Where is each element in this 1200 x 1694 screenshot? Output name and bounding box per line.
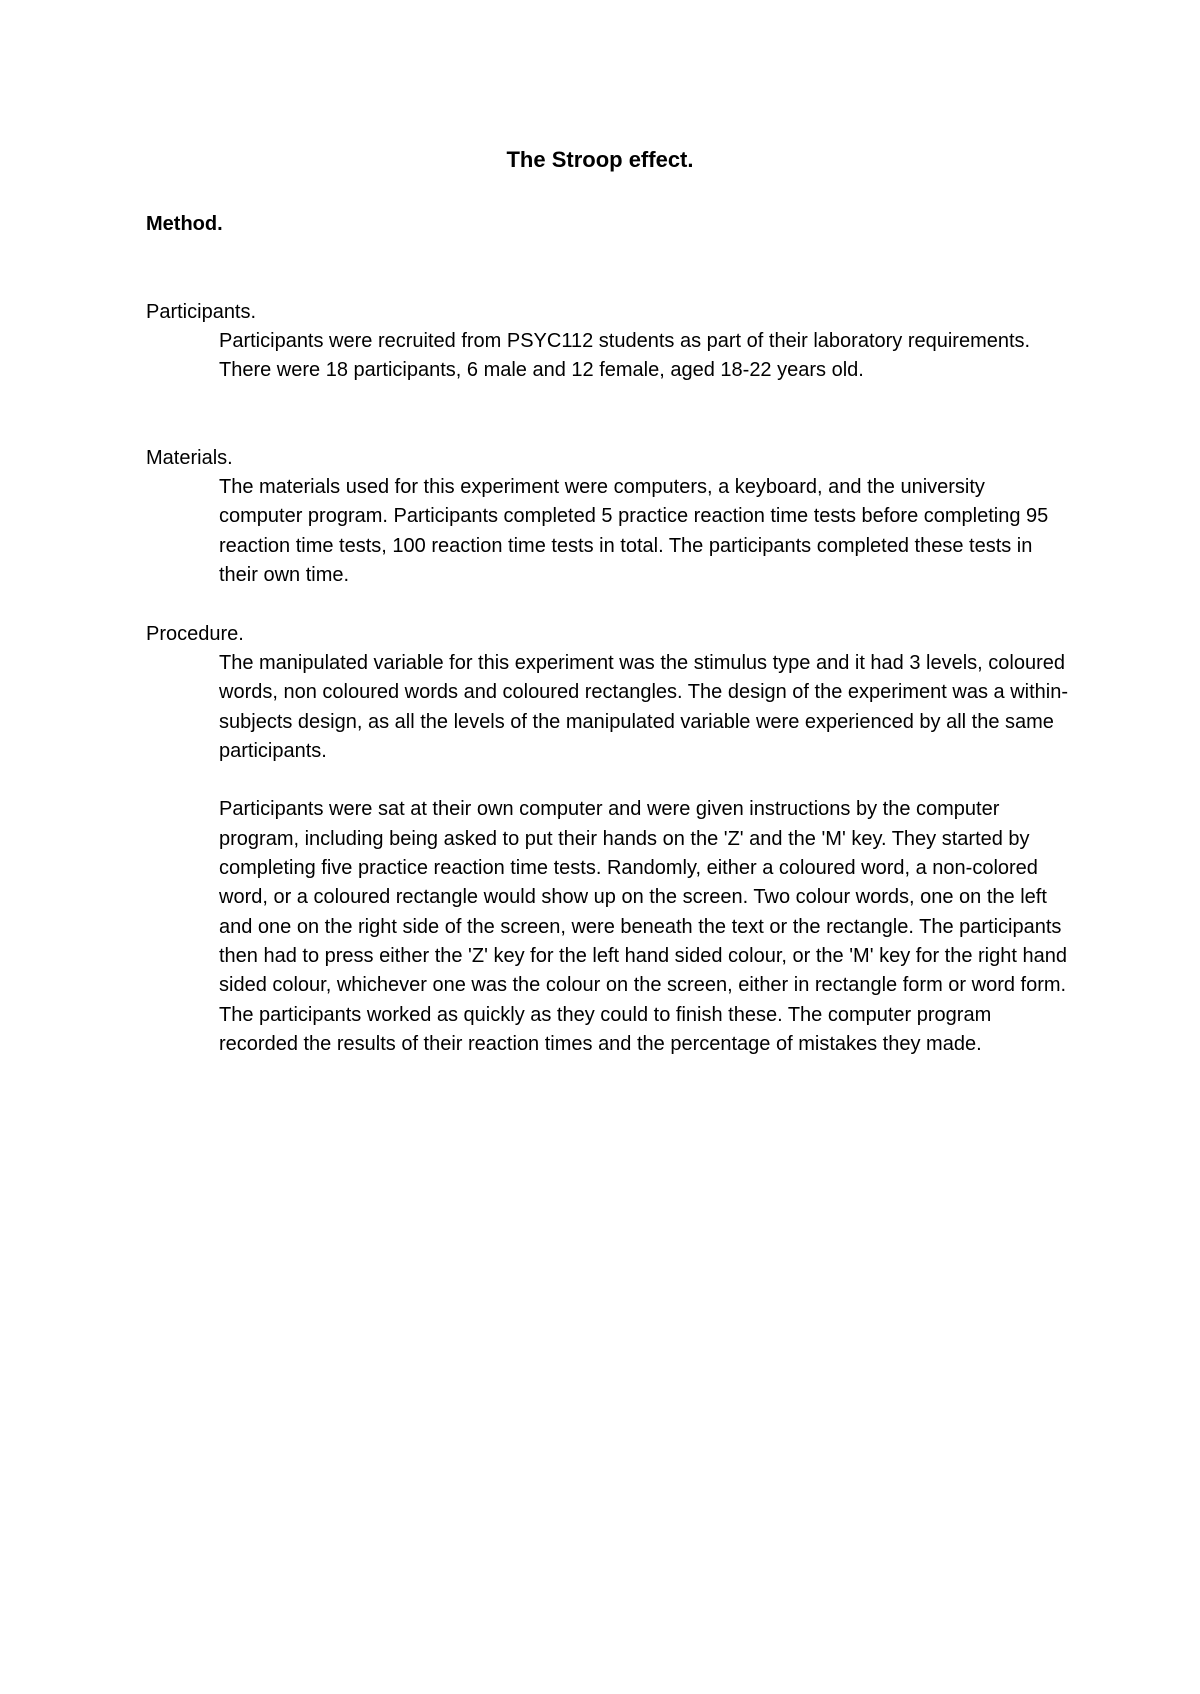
paragraph: Participants were recruited from PSYC112 students as part of their laboratory requirements. There were 18 participants, 6 male and 12 female, aged 18-22 years old. [219,330,1031,382]
section-body-materials [219,473,1069,590]
method-heading: Method. [146,213,223,235]
paragraph: The materials used for this experiment were computers, a keyboard, and the university computer program. Participants completed 5 practice reaction time tests before completing 95 reaction time tests, 100 reaction time tests in total. The participants completed these tests in their own time. [219,476,1049,586]
section-body-procedure [219,649,1069,1059]
paragraph: Participants were sat at their own computer and were given instructions by the computer program, including being asked to put their hands on the 'Z' and the 'M' key. They started by completing five practice reaction time tests. Randomly, either a coloured word, a non-colored word, or a coloured rectangle would show up on the screen. Two colour words, one on the left and one on the right side of the screen, were beneath the text or the rectangle. The participants then had to press either the 'Z' key for the left hand sided colour, or the 'M' key for the right hand sided colour, whichever one was the colour on the screen, either in rectangle form or word form. The participants worked as quickly as they could to finish these. The computer program recorded the results of their reaction times and the percentage of mistakes they made. [219,798,1067,1055]
paragraph-spacer [219,766,1069,795]
section-label-procedure: Procedure. [146,623,244,645]
section-body-participants [219,327,1069,386]
section-label-materials: Materials. [146,447,233,469]
document-title: The Stroop effect. [506,147,694,172]
paragraph: The manipulated variable for this experiment was the stimulus type and it had 3 levels, coloured words, non coloured words and coloured rectangles. The design of the experiment was a within-subjects design, as all the levels of the manipulated variable were experienced by all the same participants. [219,652,1068,762]
section-label-participants: Participants. [146,301,257,323]
